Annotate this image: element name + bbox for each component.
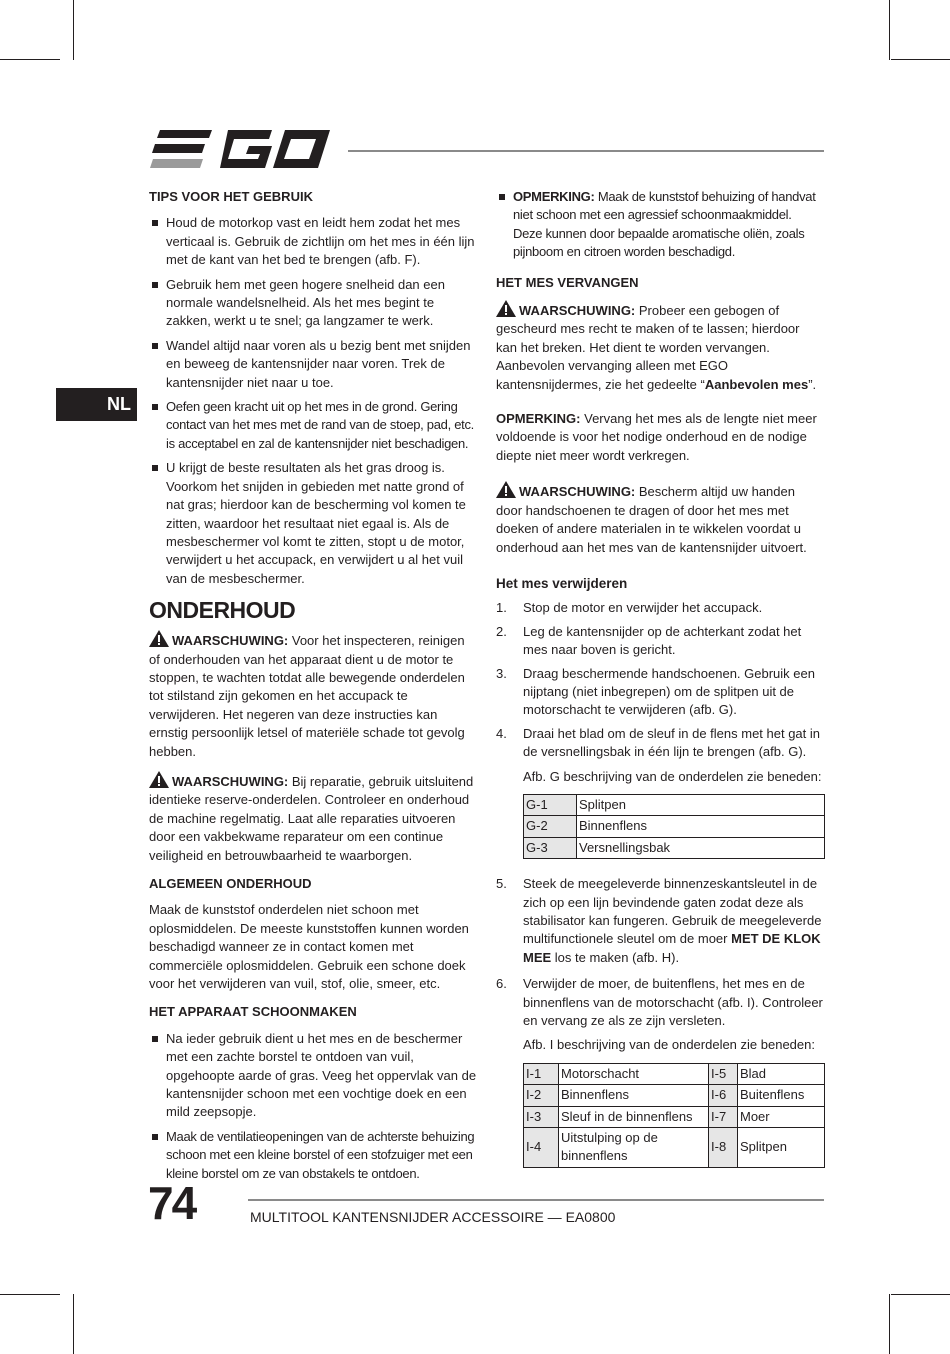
crop-mark xyxy=(889,1294,890,1354)
warning-label: WAARSCHUWING: xyxy=(172,633,289,649)
list-item: Gebruik hem met geen hogere snelheid dan een normale wandelsnelheid. Als het mes begint te zakken, werkt u te snel; ga langzamer te werk. xyxy=(149,276,477,331)
step-number: 1. xyxy=(496,600,507,616)
part-name: Binnenflens xyxy=(577,816,825,837)
crop-mark xyxy=(73,1294,74,1354)
crop-mark xyxy=(0,59,60,60)
list-item xyxy=(496,975,824,1168)
part-name: Versnellingsbak xyxy=(577,837,825,858)
table-caption: Afb. G beschrijving van de onderdelen zie beneden: xyxy=(523,768,822,784)
warning-paragraph xyxy=(149,771,477,865)
step-text-end: los te maken (afb. H). xyxy=(551,949,680,965)
step-text-bold: MET DE KLOK MEE xyxy=(523,931,821,965)
warning-text: Bescherm altijd uw handen door handschoenen te dragen of door het mes met doeken of andere materialen in te wikkelen voordat u onderhoud aan het mes van de kantensnijder uitvoert. xyxy=(496,484,807,555)
ego-logo xyxy=(150,128,332,177)
note-text: Maak de kunststof behuizing of handvat niet schoon met een agressief schoonmaakmiddel. Deze kunnen door bepaalde aromatische oliën, zoals pijnboom en citroen worden beschadigd. xyxy=(513,189,816,260)
table-row xyxy=(524,1106,825,1127)
warning-text: Voor het inspecteren, reinigen of onderhouden van het apparaat dient u de motor te stoppen, te wachten totdat alle bewegende onderdelen tot stilstand zijn gekomen en het accupack te verwijderen. Het negeren van deze instructies kan ernstig persoonlijk letsel of materiële schade tot gevolg hebben. xyxy=(149,633,465,759)
mes-heading: HET MES VERVANGEN xyxy=(496,274,639,290)
tips-heading: TIPS VOOR HET GEBRUIK xyxy=(149,189,313,204)
schoonmaken-heading: HET APPARAAT SCHOONMAKEN xyxy=(149,1004,357,1020)
right-column xyxy=(496,188,824,1184)
table-row xyxy=(524,837,825,858)
warning-icon xyxy=(149,771,169,788)
step-text: Verwijder de moer, de buitenflens, het mes en de binnenflens van de motorschacht (afb. I). Controleer en vervang ze als ze zijn versleten. xyxy=(523,976,823,1029)
parts-table-g xyxy=(523,794,825,859)
table-row xyxy=(524,816,825,837)
part-code: I-1 xyxy=(524,1063,559,1084)
crop-mark xyxy=(889,0,890,60)
part-code: I-3 xyxy=(524,1106,559,1127)
table-row xyxy=(524,1085,825,1106)
table-row xyxy=(524,1063,825,1084)
language-tab-label: NL xyxy=(107,394,131,414)
warning-label: WAARSCHUWING: xyxy=(519,303,636,319)
tips-list xyxy=(149,214,477,588)
list-item xyxy=(496,599,824,617)
step-text: Stop de motor en verwijder het accupack. xyxy=(523,600,763,616)
part-code: I-7 xyxy=(709,1106,738,1127)
note-label: OPMERKING: xyxy=(496,411,581,427)
note-text: Vervang het mes als de lengte niet meer voldoende is voor het nodige onderhoud en de nodige diepte niet meer wordt verkregen. xyxy=(496,411,817,463)
step-number: 2. xyxy=(496,623,507,639)
list-item xyxy=(496,725,824,859)
step-number: 4. xyxy=(496,725,507,741)
left-column xyxy=(149,188,477,1191)
schoonmaken-list xyxy=(149,1030,477,1183)
warning-paragraph xyxy=(496,300,824,394)
part-code: I-8 xyxy=(709,1128,738,1168)
part-code: G-3 xyxy=(524,837,577,858)
language-tab xyxy=(56,388,137,421)
list-item xyxy=(496,188,824,262)
part-name: Moer xyxy=(738,1106,825,1127)
crop-mark xyxy=(891,59,950,60)
part-code: G-2 xyxy=(524,816,577,837)
note-label: OPMERKING: xyxy=(513,189,595,204)
list-item: Oefen geen kracht uit op het mes in de grond. Gering contact van het mes met de rand van de stoep, pad, etc. is acceptabel en zal de kantensnijder niet beschadigen. xyxy=(149,398,477,453)
part-name: Splitpen xyxy=(738,1128,825,1168)
part-name: Splitpen xyxy=(577,794,825,815)
list-item xyxy=(496,665,824,720)
step-text: Draai het blad om de sleuf in de flens met het gat in de versnellingsbak in één lijn te brengen (afb. G). xyxy=(523,725,821,760)
page-number: 74 xyxy=(148,1177,196,1229)
part-code: I-2 xyxy=(524,1085,559,1106)
part-name: Motorschacht xyxy=(559,1063,709,1084)
step-text: Steek de meegeleverde binnenzeskantsleutel in de zich op een lijn bevindende gaten zodat deze als stabilisator kan fungeren. Gebruik de meegeleverde multifunctionele sleutel om de moer xyxy=(523,876,822,947)
part-name: Blad xyxy=(738,1063,825,1084)
step-text: Leg de kantensnijder op de achterkant zodat het mes naar boven is gericht. xyxy=(523,623,802,658)
recommended-blade-ref: Aanbevolen mes xyxy=(704,376,809,392)
list-item: Wandel altijd naar voren als u bezig bent met snijden en beweeg de kantensnijder naar voren. Trek de kantensnijder niet naar u toe. xyxy=(149,337,477,392)
warning-icon xyxy=(496,481,516,498)
warning-label: WAARSCHUWING: xyxy=(172,773,289,789)
crop-mark xyxy=(73,0,74,60)
warning-paragraph xyxy=(149,630,477,761)
step-number: 3. xyxy=(496,665,507,681)
algemeen-heading: ALGEMEEN ONDERHOUD xyxy=(149,876,312,891)
footer-rule xyxy=(248,1199,824,1201)
table-row xyxy=(524,794,825,815)
header-rule xyxy=(348,150,824,152)
warning-text: Probeer een gebogen of gescheurd mes recht te maken of te lassen; hierdoor kan het breken. Het dient te worden vervangen. Aanbevolen vervanging alleen met EGO kantensnijdermes, zie het gedeelte “ xyxy=(496,303,800,392)
part-code: G-1 xyxy=(524,794,577,815)
step-number: 5. xyxy=(496,876,507,892)
onderhoud-heading: ONDERHOUD xyxy=(149,597,296,624)
part-name: Uitstulping op de binnenflens xyxy=(559,1128,709,1168)
warning-icon xyxy=(496,300,516,317)
list-item: U krijgt de beste resultaten als het gras droog is. Voorkom het snijden in gebieden met natte grond of nat gras; hierdoor kan de bescherming vol komen te zitten, waardoor het resultaat niet egaal is. Als de mesbeschermer vol komt te zitten, stopt u de motor, verwijdert u het accupack, en verwijdert u al het vuil van de mesbeschermer. xyxy=(149,459,477,588)
part-name: Sleuf in de binnenflens xyxy=(559,1106,709,1127)
parts-table-i xyxy=(523,1063,825,1168)
part-name: Binnenflens xyxy=(559,1085,709,1106)
warning-text-end: ”. xyxy=(808,376,817,392)
part-code: I-5 xyxy=(709,1063,738,1084)
note-paragraph xyxy=(496,410,824,465)
list-item xyxy=(496,623,824,660)
note-list xyxy=(496,188,824,262)
table-caption: Afb. I beschrijving van de onderdelen zie beneden: xyxy=(523,1037,815,1053)
ego-logo-mark xyxy=(150,128,332,172)
step-number: 6. xyxy=(496,976,507,992)
step-text: Draag beschermende handschoenen. Gebruik een nijptang (niet inbegrepen) om de splitpen uit de motorschacht te verwijderen (afb. G). xyxy=(523,665,815,718)
table-row xyxy=(524,1128,825,1168)
footer-title: MULTITOOL KANTENSNIJDER ACCESSOIRE — EA0800 xyxy=(250,1209,616,1225)
warning-icon xyxy=(149,630,169,647)
crop-mark xyxy=(0,1294,60,1295)
list-item: Na ieder gebruik dient u het mes en de beschermer met een zachte borstel te ontdoen van vuil, opgehoopte aarde of gras. Veeg het oppervlak van de kantensnijder schoon met een vochtige doek en een mild zeepsopje. xyxy=(149,1030,477,1122)
warning-paragraph xyxy=(496,481,824,557)
part-code: I-6 xyxy=(709,1085,738,1106)
list-item: Maak de ventilatieopeningen van de achterste behuizing schoon met een kleine borstel of een stofzuiger met een kleine borstel om ze van obstakels te ontdoen. xyxy=(149,1128,477,1183)
crop-mark xyxy=(891,1294,950,1295)
list-item xyxy=(496,875,824,967)
part-name: Buitenflens xyxy=(738,1085,825,1106)
list-item: Houd de motorkop vast en leidt hem zodat het mes verticaal is. Gebruik de zichtlijn om het mes in één lijn met de kant van het bed te brengen (afb. F). xyxy=(149,214,477,269)
part-code: I-4 xyxy=(524,1128,559,1168)
warning-text: Bij reparatie, gebruik uitsluitend identieke reserve-onderdelen. Controleer en onderhoud de machine regelmatig. Laat alle reparaties uitvoeren door een vakbekwame reparateur om een continue veiligheid en betrouwbaarheid te waarborgen. xyxy=(149,773,474,863)
remove-heading: Het mes verwijderen xyxy=(496,575,628,591)
algemeen-paragraph: Maak de kunststof onderdelen niet schoon met oplosmiddelen. De meeste kunststoffen kunnen worden beschadigd wanneer ze in contact komen met commerciële oplosmiddelen. Gebruik een schone doek voor het verwijderen van vuil, stof, olie, smeer, etc. xyxy=(149,902,469,992)
steps-list xyxy=(496,599,824,1168)
warning-label: WAARSCHUWING: xyxy=(519,484,636,500)
